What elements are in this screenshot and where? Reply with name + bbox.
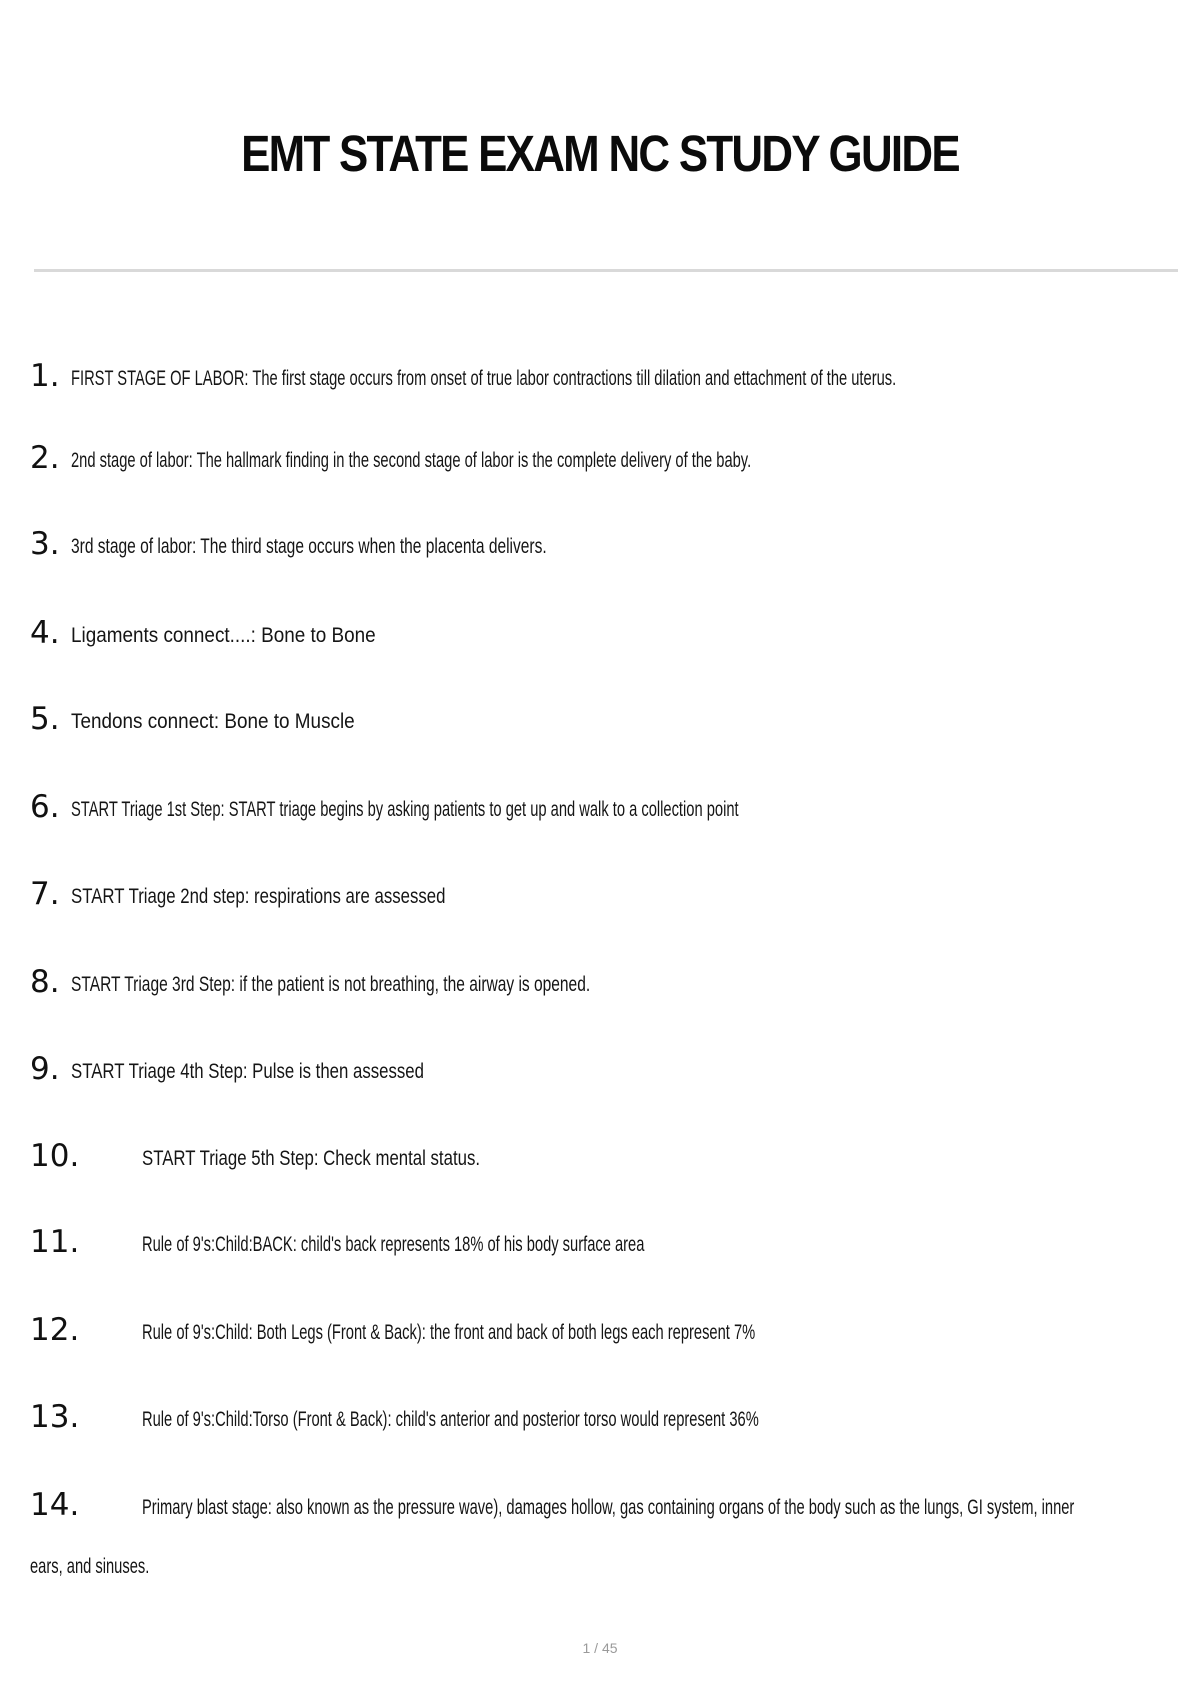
- item-text: START Triage 3rd Step: if the patient is not breathing, the airway is opened.: [71, 973, 591, 996]
- item-text: Primary blast stage: also known as the pressure wave), damages hollow, gas containing organs of the body such as the lungs, GI system, inner: [142, 1496, 1075, 1519]
- item-text: Ligaments connect....: Bone to Bone: [71, 624, 376, 647]
- list-item: [30, 1138, 1180, 1182]
- item-number: 13.: [30, 1399, 80, 1435]
- list-item: [30, 615, 1180, 659]
- item-number: 14.: [30, 1487, 80, 1523]
- list-item: [30, 1224, 1180, 1268]
- item-text: Rule of 9's:Child: Both Legs (Front & Back): the front and back of both legs each represent 7%: [142, 1321, 756, 1344]
- list-item: [30, 964, 1180, 1008]
- item-number: 3.: [30, 526, 60, 562]
- list-item: [30, 876, 1180, 920]
- item-number: 7.: [30, 876, 60, 912]
- list-item: [30, 1051, 1180, 1095]
- item-text: FIRST STAGE OF LABOR: The first stage occurs from onset of true labor contractions till dilation and ettachment of the uterus.: [71, 367, 897, 390]
- item-number: 6.: [30, 789, 60, 825]
- item-number: 10.: [30, 1138, 80, 1174]
- item-number: 5.: [30, 701, 60, 737]
- item-text: START Triage 5th Step: Check mental status.: [142, 1147, 481, 1170]
- item-text: START Triage 1st Step: START triage begins by asking patients to get up and walk to a collection point: [71, 798, 739, 821]
- list-item: [30, 1399, 1180, 1443]
- page-indicator: 1 / 45: [582, 1640, 618, 1656]
- item-number: 12.: [30, 1312, 80, 1348]
- item-number: 4.: [30, 615, 60, 651]
- item-text-continuation: ears, and sinuses.: [30, 1555, 150, 1578]
- list-item: [30, 1312, 1180, 1356]
- list-item: [30, 1487, 1180, 1531]
- item-number: 8.: [30, 964, 60, 1000]
- item-number: 9.: [30, 1051, 60, 1087]
- item-number: 2.: [30, 440, 60, 476]
- item-text: Rule of 9's:Child:BACK: child's back represents 18% of his body surface area: [142, 1233, 645, 1256]
- item-text: 2nd stage of labor: The hallmark finding in the second stage of labor is the complete delivery of the baby.: [71, 449, 752, 472]
- title-divider: [34, 269, 1178, 272]
- item-number: 11.: [30, 1224, 80, 1260]
- list-item: [30, 440, 1180, 484]
- page-title: EMT STATE EXAM NC STUDY GUIDE: [241, 125, 959, 182]
- item-text: 3rd stage of labor: The third stage occurs when the placenta delivers.: [71, 535, 547, 558]
- list-item: [30, 701, 1180, 745]
- item-text: START Triage 4th Step: Pulse is then assessed: [71, 1060, 424, 1083]
- list-item: [30, 789, 1180, 833]
- item-number: 1.: [30, 358, 60, 394]
- list-item: [30, 526, 1180, 570]
- item-text: Rule of 9's:Child:Torso (Front & Back): child's anterior and posterior torso would represent 36%: [142, 1408, 759, 1431]
- list-item: [30, 358, 1180, 402]
- item-text: Tendons connect: Bone to Muscle: [71, 710, 355, 733]
- item-text: START Triage 2nd step: respirations are assessed: [71, 885, 446, 908]
